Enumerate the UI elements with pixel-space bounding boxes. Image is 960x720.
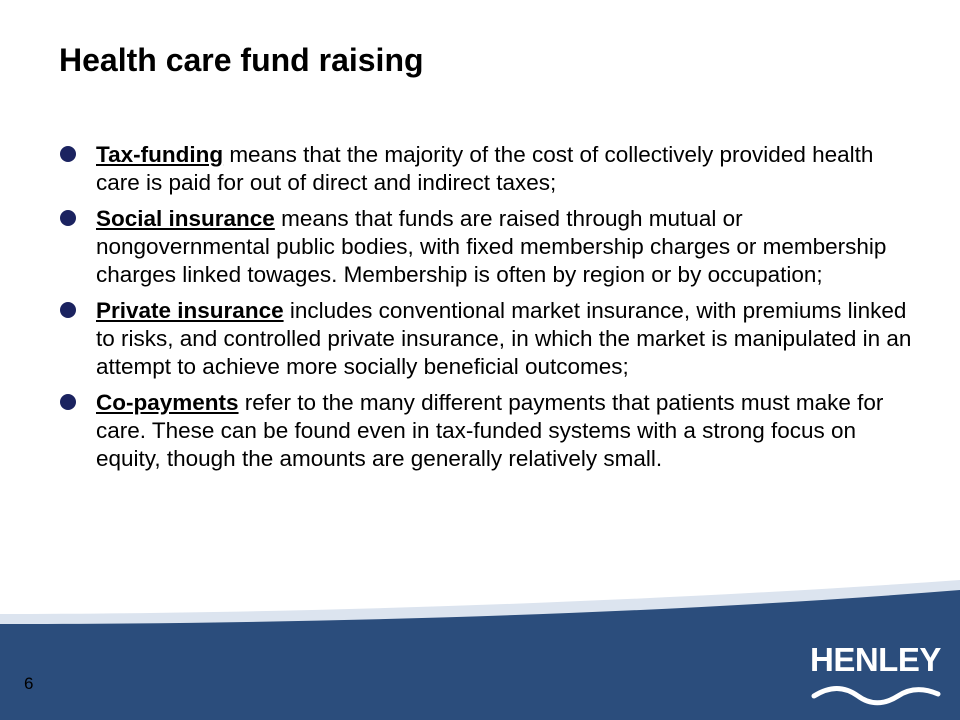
bullet-item	[60, 389, 920, 473]
bullet-dot-icon	[60, 146, 76, 162]
henley-logo	[810, 640, 942, 710]
bullet-term: Tax-funding	[96, 142, 224, 167]
bullet-term: Co-payments	[96, 390, 239, 415]
logo-wave-icon	[810, 680, 942, 710]
bullet-term: Private insurance	[96, 298, 284, 323]
bullet-item	[60, 205, 920, 289]
bullet-list	[60, 141, 920, 481]
bullet-dot-icon	[60, 210, 76, 226]
bullet-text: refer to the many different payments that patients must make for care. These can be found even in tax-funded systems with a strong focus on equity, though the amounts are generally relatively small.	[96, 390, 884, 471]
logo-text: HENLEY	[810, 641, 941, 678]
bullet-dot-icon	[60, 302, 76, 318]
slide-title: Health care fund raising	[59, 42, 424, 78]
bullet-text: means that funds are raised through mutual or nongovernmental public bodies, with fixed membership charges or membership charges linked towages. Membership is often by region or by occupation;	[96, 206, 887, 287]
bullet-term: Social insurance	[96, 206, 275, 231]
bullet-text: means that the majority of the cost of collectively provided health care is paid for out of direct and indirect taxes;	[96, 142, 874, 195]
page-number: 6	[24, 674, 34, 693]
bullet-item	[60, 141, 920, 197]
bullet-item	[60, 297, 920, 381]
bullet-text: includes conventional market insurance, with premiums linked to risks, and controlled private insurance, in which the market is manipulated in an attempt to achieve more socially beneficial outcomes;	[96, 298, 912, 379]
bullet-dot-icon	[60, 394, 76, 410]
